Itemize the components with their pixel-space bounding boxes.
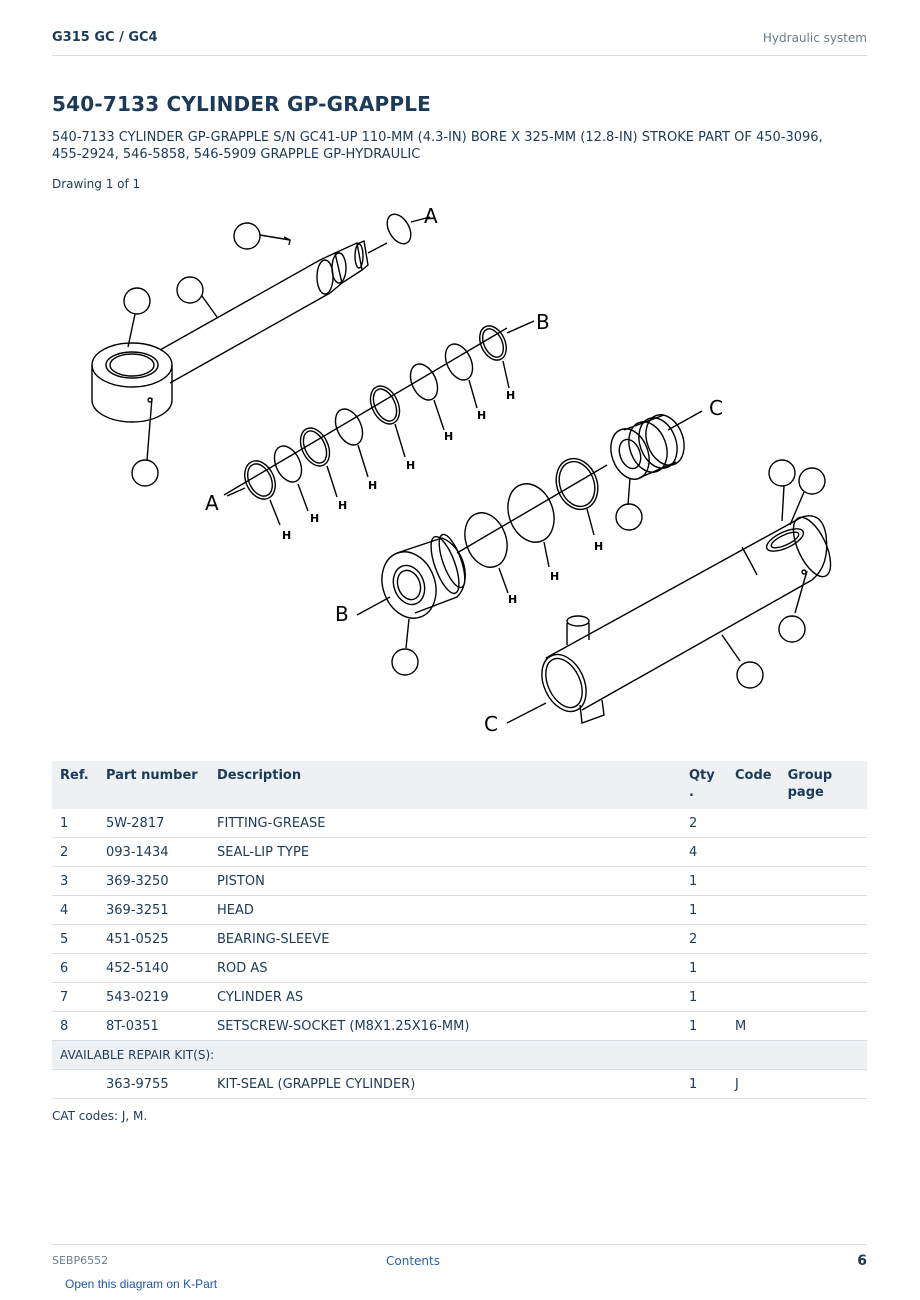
cell-part-number: 8T-0351 (98, 1012, 209, 1041)
cell-code (727, 838, 780, 867)
table-header-row (52, 761, 867, 809)
cell-code (727, 983, 780, 1012)
cell-group-page (780, 867, 867, 896)
document-id: SEBP6552 (52, 1254, 109, 1267)
cell-description: KIT-SEAL (GRAPPLE CYLINDER) (209, 1070, 681, 1099)
cell-qty: 1 (681, 954, 727, 983)
cell-part-number: 452-5140 (98, 954, 209, 983)
parts-table (52, 761, 867, 1099)
col-part-number: Part number (98, 761, 209, 809)
col-ref: Ref. (52, 761, 98, 809)
cell-group-page (780, 1070, 867, 1099)
cell-code (727, 809, 780, 838)
page-header (52, 28, 867, 56)
cell-ref: 4 (52, 896, 98, 925)
section-label: Hydraulic system (762, 31, 867, 45)
cell-description: PISTON (209, 867, 681, 896)
h-label: H (406, 459, 416, 472)
cell-ref: 5 (52, 925, 98, 954)
page-title: 540-7133 CYLINDER GP-GRAPPLE (52, 92, 432, 116)
cell-group-page (780, 838, 867, 867)
table-row (52, 838, 867, 867)
rod-assembly (92, 241, 368, 422)
cell-group-page (780, 1012, 867, 1041)
callout-a-top: A (424, 204, 438, 228)
parts-body (52, 809, 867, 1099)
seal-stack (224, 321, 534, 525)
cell-description: SETSCREW-SOCKET (M8X1.25X16-MM) (209, 1012, 681, 1041)
drawing-label: Drawing 1 of 1 (52, 177, 141, 191)
h-label: H (444, 430, 454, 443)
repair-kit-heading: AVAILABLE REPAIR KIT(S): (52, 1041, 867, 1070)
cell-part-number: 369-3251 (98, 896, 209, 925)
cell-qty: 2 (681, 809, 727, 838)
cell-group-page (780, 809, 867, 838)
table-row (52, 925, 867, 954)
head (357, 532, 470, 675)
cell-part-number: 543-0219 (98, 983, 209, 1012)
h-label: H (338, 499, 348, 512)
cell-part-number: 093-1434 (98, 838, 209, 867)
cell-ref: 3 (52, 867, 98, 896)
cell-qty: 2 (681, 925, 727, 954)
cell-code: J (727, 1070, 780, 1099)
cell-description: HEAD (209, 896, 681, 925)
h-label: H (477, 409, 487, 422)
cell-description: SEAL-LIP TYPE (209, 838, 681, 867)
callout-b-bottom: B (335, 602, 349, 626)
h-label: H (508, 593, 518, 606)
page-subtitle: 540-7133 CYLINDER GP-GRAPPLE S/N GC41-UP 110-MM (4.3-IN) BORE X 325-MM (12.8-IN) STROKE PART OF 450-3096, 455-2924, 546-5858, 546-5909 GRAPPLE GP-HYDRAULIC (52, 130, 823, 162)
model-label: G315 GC / GC4 (52, 30, 158, 45)
table-row (52, 896, 867, 925)
cell-group-page (780, 925, 867, 954)
cell-code (727, 954, 780, 983)
cell-ref: 6 (52, 954, 98, 983)
cell-part-number: 451-0525 (98, 925, 209, 954)
cell-group-page (780, 896, 867, 925)
cell-qty: 1 (681, 983, 727, 1012)
col-qty: Qty . (681, 761, 727, 809)
cell-part-number: 5W-2817 (98, 809, 209, 838)
callout-c-bottom: C (484, 712, 498, 736)
cell-description: FITTING-GREASE (209, 809, 681, 838)
cell-qty: 4 (681, 838, 727, 867)
cell-ref (52, 1070, 98, 1099)
cell-description: ROD AS (209, 954, 681, 983)
callout-c-top: C (709, 396, 723, 420)
cell-ref: 8 (52, 1012, 98, 1041)
cell-qty: 1 (681, 867, 727, 896)
cylinder-barrel (507, 460, 838, 723)
contents-link[interactable]: Contents (386, 1254, 440, 1268)
cylinder-drawing (52, 195, 867, 745)
cell-code (727, 867, 780, 896)
col-code: Code (727, 761, 780, 809)
h-label: H (506, 389, 516, 402)
table-row (52, 809, 867, 838)
cell-qty: 1 (681, 896, 727, 925)
page-number: 6 (857, 1253, 867, 1269)
cell-group-page (780, 983, 867, 1012)
cell-ref: 7 (52, 983, 98, 1012)
kpart-link[interactable]: Open this diagram on K-Part (65, 1277, 218, 1291)
cell-part-number: 369-3250 (98, 867, 209, 896)
balloons (124, 223, 260, 486)
table-row (52, 983, 867, 1012)
kit-row (52, 1070, 867, 1099)
page-footer (52, 1244, 867, 1275)
cell-code (727, 925, 780, 954)
col-group-page: Group page (780, 761, 867, 809)
cat-codes: CAT codes: J, M. (52, 1109, 148, 1123)
col-description: Description (209, 761, 681, 809)
exploded-diagram (52, 195, 867, 745)
callout-a-bottom: A (205, 491, 219, 515)
table-row (52, 867, 867, 896)
cell-description: CYLINDER AS (209, 983, 681, 1012)
h-label: H (368, 479, 378, 492)
cell-ref: 2 (52, 838, 98, 867)
cell-code (727, 896, 780, 925)
h-label: H (310, 512, 320, 525)
h-label: H (550, 570, 560, 583)
cell-group-page (780, 954, 867, 983)
table-row (52, 954, 867, 983)
piston (604, 409, 702, 530)
cell-part-number: 363-9755 (98, 1070, 209, 1099)
repair-kit-heading-row (52, 1041, 867, 1070)
cell-qty: 1 (681, 1070, 727, 1099)
cell-ref: 1 (52, 809, 98, 838)
table-row (52, 1012, 867, 1041)
callout-b-top: B (536, 310, 550, 334)
cell-description: BEARING-SLEEVE (209, 925, 681, 954)
cell-code: M (727, 1012, 780, 1041)
h-label: H (594, 540, 604, 553)
cell-qty: 1 (681, 1012, 727, 1041)
h-label: H (282, 529, 292, 542)
